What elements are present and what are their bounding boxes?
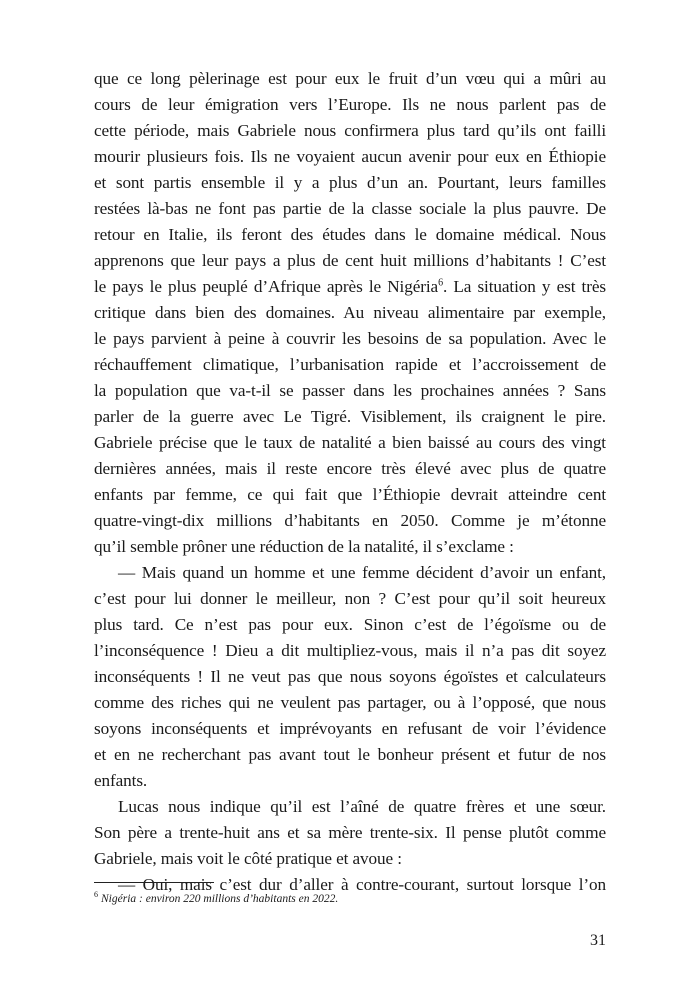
text-line: enfants par femme, ce qui fait que l’Éthiopie devrait atteindre cent (94, 485, 606, 504)
text-line: retour en Italie, ils feront des études dans le domaine médical. Nous (94, 225, 606, 244)
text-line: quatre-vingt-dix millions d’habitants en 2050. Comme je m’étonne (94, 511, 606, 530)
footnote-reference[interactable]: 6 (438, 277, 443, 289)
text-fragment: . La situation y est très (442, 277, 606, 296)
text-line: l’inconséquence ! Dieu a dit multipliez-vous, mais il n’a pas dit soyez (94, 641, 606, 660)
text-line: soyons inconséquents et imprévoyants en refusant de voir l’évidence (94, 719, 606, 738)
text-line: inconséquents ! Il ne veut pas que nous soyons égoïstes et calculateurs (94, 667, 606, 686)
text-line: Gabriele, mais voit le côté pratique et avoue : (94, 849, 402, 868)
text-line: cours de leur émigration vers l’Europe. Ils ne nous parlent pas de (94, 95, 606, 114)
footnote-separator (94, 882, 214, 883)
text-line: plus tard. Ce n’est pas pour eux. Sinon c’est de l’égoïsme ou de (94, 615, 606, 634)
text-line: critique dans bien des domaines. Au niveau alimentaire par exemple, (94, 303, 606, 322)
text-line: restées là-bas ne font pas partie de la classe sociale la plus pauvre. De (94, 199, 606, 218)
footnote-number: 6 (94, 890, 98, 899)
text-line: c’est pour lui donner le meilleur, non ? C’est pour qu’il soit heureux (94, 589, 606, 608)
body-text (94, 66, 606, 898)
page-number: 31 (590, 932, 606, 949)
text-line: apprenons que leur pays a plus de cent huit millions d’habitants ! C’est (94, 251, 606, 270)
text-line: et en ne recherchant pas avant tout le bonheur présent et futur de nos (94, 745, 606, 764)
text-line: Gabriele précise que le taux de natalité a bien baissé au cours des vingt (94, 433, 606, 452)
text-line: qu’il semble prôner une réduction de la natalité, il s’exclame : (94, 537, 514, 556)
text-line: Son père a trente-huit ans et sa mère trente-six. Il pense plutôt comme (94, 823, 606, 842)
text-line: cette période, mais Gabriele nous confirmera plus tard qu’ils ont failli (94, 121, 606, 140)
text-line: mourir plusieurs fois. Ils ne voyaient aucun avenir pour eux en Éthiopie (94, 147, 606, 166)
text-line: réchauffement climatique, l’urbanisation rapide et l’accroissement de (94, 355, 606, 374)
footnote-text: Nigéria : environ 220 millions d’habitants en 2022. (101, 892, 339, 905)
text-line: que ce long pèlerinage est pour eux le fruit d’un vœu qui a mûri au (94, 69, 606, 88)
text-fragment: le pays le plus peuplé d’Afrique après le Nigéria (94, 277, 439, 296)
paragraph-start-line: Lucas nous indique qu’il est l’aîné de quatre frères et une sœur. (118, 797, 606, 816)
dialogue-line: — Mais quand un homme et une femme décident d’avoir un enfant, (118, 563, 606, 582)
text-line: enfants. (94, 771, 148, 790)
text-line: le pays parvient à peine à couvrir les besoins de sa population. Avec le (94, 329, 606, 348)
text-line: la population que va-t-il se passer dans les prochaines années ? Sans (94, 381, 606, 400)
dialogue-line: — Oui, mais c’est dur d’aller à contre-courant, surtout lorsque l’on (118, 875, 606, 894)
text-line-with-footnote-ref (94, 274, 606, 300)
footnote (94, 890, 338, 905)
text-line: et sont partis ensemble il y a plus d’un an. Pourtant, leurs familles (94, 173, 606, 192)
text-line: comme des riches qui ne veulent pas partager, ou à l’opposé, que nous (94, 693, 606, 712)
text-line: dernières années, mais il reste encore très élevé avec plus de quatre (94, 459, 606, 478)
text-line: parler de la guerre avec Le Tigré. Visiblement, ils craignent le pire. (94, 407, 606, 426)
